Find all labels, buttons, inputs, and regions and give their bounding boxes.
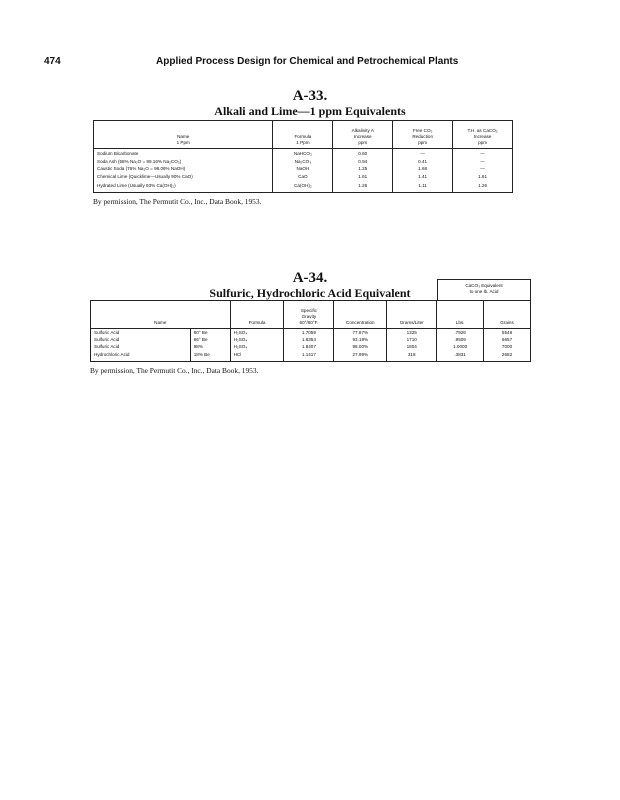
table-a33-caption: By permission, The Permutit Co., Inc., Data Book, 1953.: [93, 197, 262, 206]
header-formula-line2: 1 Ppm: [296, 139, 310, 145]
table-row: [94, 148, 513, 156]
table-a34: [90, 300, 531, 362]
cell-formula: NaOH: [273, 164, 333, 172]
col-header-lbs: Lbs.: [437, 301, 484, 329]
cell-name: Sulfuric Acid: [94, 337, 120, 343]
cell-grade: 98%: [190, 343, 230, 350]
table-a33: [93, 120, 513, 193]
header-th-line2: Increase: [473, 134, 492, 140]
cell-formula: Ca(OH)₂: [273, 180, 333, 193]
cell-grams: 318: [387, 350, 437, 362]
table-row: [94, 180, 513, 193]
cell-th: —: [453, 164, 513, 172]
cell-formula: HCl: [230, 350, 284, 362]
table-row: [94, 172, 513, 180]
col-header-name: [94, 121, 273, 149]
header-free-co2-line3: ppm: [418, 139, 428, 145]
cell-alkalinity: 1.61: [333, 172, 393, 180]
table-a34-number: A-34.: [292, 270, 328, 286]
cell-gravity: 1.7059: [284, 328, 334, 336]
col-header-grams: Grams/Liter: [387, 301, 437, 329]
cell-name: Soda Ash (58% Na₂O = 99.16% Na₂CO₃): [97, 158, 182, 164]
header-name-line1: Name: [177, 134, 190, 140]
table-row: [91, 343, 531, 350]
cell-name: Caustic Soda (76% Na₂O = 98.06% NaOH): [97, 166, 186, 172]
header-alkalinity-line3: ppm: [358, 139, 368, 145]
header-th-line3: ppm: [478, 139, 488, 145]
cell-th: —: [453, 156, 513, 164]
cell-name: Hydrated Lime (Usually 93% Ca(OH)₂): [97, 183, 176, 189]
col-header-name: Name: [91, 301, 231, 329]
page-number: 474: [44, 56, 61, 67]
table-a33-number: A-33.: [292, 88, 328, 104]
table-row: [91, 328, 531, 336]
table-a34-caption: By permission, The Permutit Co., Inc., Data Book, 1953.: [90, 366, 259, 375]
header-gravity-line2: Gravity: [301, 314, 317, 320]
caco3-equivalent-group-header: [437, 279, 531, 300]
cell-concentration: 27.99%: [334, 350, 387, 362]
cell-formula: H₂SO₄: [230, 336, 284, 343]
cell-concentration: 93.19%: [334, 336, 387, 343]
table-a34-header-row: [91, 301, 531, 329]
cell-concentration: 98.00%: [334, 343, 387, 350]
table-a34-title: Sulfuric, Hydrochloric Acid Equivalent: [209, 286, 411, 300]
col-header-th: [453, 121, 513, 149]
cell-name: Chemical Lime (Quicklime—Usually 90% CaO): [97, 174, 193, 180]
cell-gravity: 1.8407: [284, 343, 334, 350]
cell-grams: 1325: [387, 328, 437, 336]
cell-grains: 7000: [484, 343, 531, 350]
cell-free-co2: 0.41: [393, 156, 453, 164]
cell-name: Sodium Bicarbonate: [97, 150, 139, 156]
cell-gravity: 1.1417: [284, 350, 334, 362]
cell-alkalinity: 0.94: [333, 156, 393, 164]
col-header-free-co2: [393, 121, 453, 149]
group-header-line2: to one lb. Acid: [469, 288, 499, 294]
header-free-co2-line2: Reduction: [412, 134, 433, 140]
cell-grams: 1710: [387, 336, 437, 343]
table-a33-header-row: [94, 121, 513, 149]
col-header-grains: Grains: [484, 301, 531, 329]
cell-th: 1.26: [453, 180, 513, 193]
cell-lbs: 1.0000: [437, 343, 484, 350]
page-header: [44, 56, 564, 70]
header-gravity-line1: Specific: [300, 308, 317, 314]
cell-th: 1.61: [453, 172, 513, 180]
cell-formula: CaO: [273, 172, 333, 180]
table-row: [91, 350, 531, 362]
cell-formula: H₂SO₄: [230, 343, 284, 350]
col-header-concentration: Concentration: [334, 301, 387, 329]
cell-formula: NaHCO₃: [273, 148, 333, 156]
col-header-gravity: [284, 301, 334, 329]
col-header-formula: Formula: [230, 301, 284, 329]
header-th-line1: T.H. as CaCO₃: [467, 128, 498, 134]
group-header-line1: CaCO₃ Equivalent: [465, 283, 503, 288]
cell-lbs: .7926: [437, 328, 484, 336]
col-header-formula: [273, 121, 333, 149]
table-row: [91, 336, 531, 343]
cell-formula: Na₂CO₃: [273, 156, 333, 164]
header-free-co2-line1: Free CO₂: [412, 128, 433, 134]
table-row: [94, 164, 513, 172]
header-gravity-line3: 60°/60°F.: [299, 319, 319, 325]
cell-alkalinity: 1.25: [333, 164, 393, 172]
header-alkalinity-line1: Alkalinity A: [351, 128, 374, 134]
cell-name: Sulfuric Acid: [94, 344, 120, 350]
running-title: Applied Process Design for Chemical and Petrochemical Plants: [156, 56, 459, 67]
cell-name: Sulfuric Acid: [94, 330, 120, 336]
cell-th: —: [453, 148, 513, 156]
cell-free-co2: 1.11: [393, 180, 453, 193]
cell-formula: H₂SO₄: [230, 328, 284, 336]
cell-grams: 1804: [387, 343, 437, 350]
cell-free-co2: 1.68: [393, 164, 453, 172]
header-name-line2: 1 Ppm: [176, 139, 190, 145]
cell-lbs: .9509: [437, 336, 484, 343]
cell-grains: 2682: [484, 350, 531, 362]
table-row: [94, 156, 513, 164]
cell-free-co2: 1.41: [393, 172, 453, 180]
cell-grains: 5548: [484, 328, 531, 336]
cell-concentration: 77.67%: [334, 328, 387, 336]
col-header-alkalinity: [333, 121, 393, 149]
cell-grade: 18% Be: [190, 350, 230, 362]
cell-alkalinity: 0.60: [333, 148, 393, 156]
cell-gravity: 1.8354: [284, 336, 334, 343]
table-a33-title: Alkali and Lime—1 ppm Equivalents: [214, 104, 406, 118]
cell-free-co2: —: [393, 148, 453, 156]
header-alkalinity-line2: Increase: [353, 134, 372, 140]
cell-alkalinity: 1.26: [333, 180, 393, 193]
cell-grade: 60° Be: [190, 328, 230, 336]
cell-name: Hydrochloric Acid: [94, 352, 130, 358]
cell-grains: 6657: [484, 336, 531, 343]
cell-grade: 66° Be: [190, 336, 230, 343]
cell-lbs: .3831: [437, 350, 484, 362]
header-formula-line1: Formula: [294, 134, 312, 140]
